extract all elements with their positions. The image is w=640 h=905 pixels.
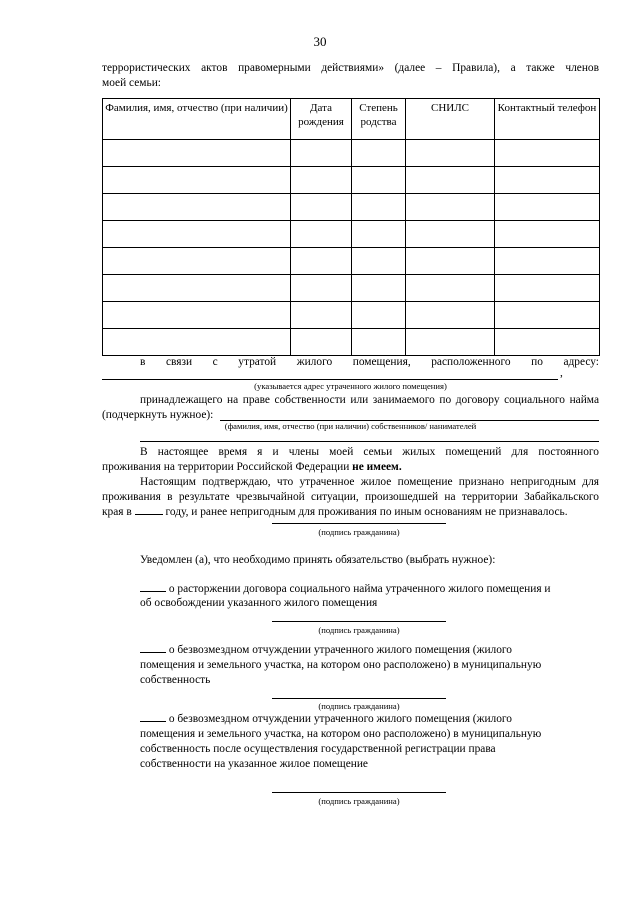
owner-fill-line-2 [140, 441, 599, 442]
signature-caption: (подпись гражданина) [318, 527, 400, 537]
address-word: помещения, [352, 356, 411, 368]
address-line [140, 355, 599, 370]
table-cell[interactable] [291, 140, 352, 167]
housing-statement [102, 460, 402, 475]
signature-caption: (подпись гражданина) [318, 625, 400, 635]
confirmation-text-part: году, и ранее непригодным для проживания по иным основаниям не признавалось. [165, 506, 568, 518]
signature-caption: (подпись гражданина) [318, 701, 400, 711]
intro-line: террористических актов правомерными действиями» (далее – Правила), а также членов [102, 62, 599, 74]
option-3 [140, 712, 599, 727]
table-cell[interactable] [495, 329, 600, 356]
table-cell[interactable] [406, 221, 495, 248]
table-cell[interactable] [495, 302, 600, 329]
option-2 [140, 643, 599, 658]
option-text: собственность [140, 674, 211, 686]
table-row [103, 194, 600, 221]
table-cell[interactable] [291, 275, 352, 302]
option-text: собственность после осуществления государственной регистрации права [140, 743, 496, 755]
table-cell[interactable] [291, 329, 352, 356]
table-cell[interactable] [406, 167, 495, 194]
column-header-birthdate: Дата рождения [291, 99, 352, 140]
table-cell[interactable] [352, 275, 406, 302]
table-row [103, 221, 600, 248]
option-text: о безвозмездном отчуждении утраченного жилого помещения (жилого [168, 713, 513, 725]
address-word: связи [165, 356, 193, 368]
family-members-table [102, 98, 600, 356]
address-word: с [212, 356, 218, 368]
signature-line[interactable] [272, 792, 446, 793]
address-word: утратой [238, 356, 277, 368]
signature-line[interactable] [272, 621, 446, 622]
confirmation-text: Настоящим подтверждаю, что утраченное жилое помещение признано непригодным для [140, 476, 599, 488]
address-word: расположенного [431, 356, 511, 368]
table-cell[interactable] [352, 194, 406, 221]
confirmation-text-part: края в [102, 506, 132, 518]
page-number: 30 [313, 34, 327, 49]
table-cell[interactable] [291, 221, 352, 248]
table-cell[interactable] [495, 221, 600, 248]
table-cell[interactable] [103, 248, 291, 275]
option-3-choice-blank[interactable] [140, 721, 166, 722]
confirmation-text [102, 505, 599, 520]
housing-statement: В настоящее время я и члены моей семьи жилых помещений для постоянного [140, 446, 599, 458]
option-text: помещения и земельного участка, на котором оно расположено) в муниципальную [140, 728, 542, 740]
column-header-phone: Контактный телефон [495, 99, 600, 140]
option-text: о расторжении договора социального найма утраченного жилого помещения и [168, 583, 551, 595]
option-text: помещения и земельного участка, на котором оно расположено) в муниципальную [140, 659, 542, 671]
housing-emphasis: не имеем. [352, 461, 402, 473]
table-cell[interactable] [291, 194, 352, 221]
table-cell[interactable] [291, 167, 352, 194]
table-cell[interactable] [352, 329, 406, 356]
notice-text: Уведомлен (а), что необходимо принять обязательство (выбрать нужное): [140, 554, 496, 566]
table-cell[interactable] [103, 302, 291, 329]
address-fill-line [102, 379, 558, 380]
owner-line: принадлежащего на праве собственности или занимаемого по договору социального найма [140, 394, 599, 406]
table-row [103, 302, 600, 329]
option-1 [140, 582, 599, 597]
table-cell[interactable] [406, 329, 495, 356]
signature-line[interactable] [272, 523, 446, 524]
column-header-snils: СНИЛС [406, 99, 495, 140]
table-row [103, 275, 600, 302]
table-header-row [103, 99, 600, 140]
table-cell[interactable] [352, 221, 406, 248]
table-cell[interactable] [291, 302, 352, 329]
table-cell[interactable] [406, 302, 495, 329]
address-word: в [140, 356, 146, 368]
table-cell[interactable] [103, 140, 291, 167]
housing-text: проживания на территории Российской Федерации [102, 461, 350, 473]
table-cell[interactable] [406, 275, 495, 302]
confirmation-text: проживания в результате чрезвычайной ситуации, произошедшей на территории Забайкальского [102, 491, 599, 503]
table-cell[interactable] [352, 302, 406, 329]
table-cell[interactable] [103, 221, 291, 248]
table-cell[interactable] [495, 275, 600, 302]
address-comma: , [560, 367, 563, 379]
option-text: о безвозмездном отчуждении утраченного жилого помещения (жилого [168, 644, 513, 656]
table-row [103, 140, 600, 167]
table-row [103, 329, 600, 356]
table-cell[interactable] [406, 140, 495, 167]
table-cell[interactable] [352, 248, 406, 275]
option-1-choice-blank[interactable] [140, 591, 166, 592]
signature-line[interactable] [272, 698, 446, 699]
address-caption: (указывается адрес утраченного жилого помещения) [254, 381, 447, 391]
table-cell[interactable] [495, 248, 600, 275]
table-cell[interactable] [495, 167, 600, 194]
year-blank[interactable] [135, 514, 163, 515]
option-text: об освобождении указанного жилого помещения [140, 597, 378, 609]
table-cell[interactable] [103, 329, 291, 356]
table-cell[interactable] [495, 194, 600, 221]
table-cell[interactable] [495, 140, 600, 167]
option-2-choice-blank[interactable] [140, 652, 166, 653]
table-cell[interactable] [406, 248, 495, 275]
table-cell[interactable] [103, 194, 291, 221]
table-body [103, 140, 600, 356]
owner-caption: (фамилия, имя, отчество (при наличии) собственников/ нанимателей [224, 421, 477, 431]
table-row [103, 248, 600, 275]
table-cell[interactable] [103, 167, 291, 194]
intro-line: моей семьи: [102, 77, 161, 89]
table-cell[interactable] [406, 194, 495, 221]
table-cell[interactable] [352, 140, 406, 167]
option-text: собственности на указанное жилое помещение [140, 758, 368, 770]
signature-caption: (подпись гражданина) [318, 796, 400, 806]
address-word: жилого [296, 356, 333, 368]
table-cell[interactable] [352, 167, 406, 194]
owner-line: (подчеркнуть нужное): [102, 409, 214, 421]
table-cell[interactable] [291, 248, 352, 275]
column-header-name: Фамилия, имя, отчество (при наличии) [103, 99, 291, 140]
address-word: по [531, 356, 543, 368]
table-cell[interactable] [103, 275, 291, 302]
table-row [103, 167, 600, 194]
column-header-relation: Степень родства [352, 99, 406, 140]
address-word: адресу: [563, 356, 599, 368]
